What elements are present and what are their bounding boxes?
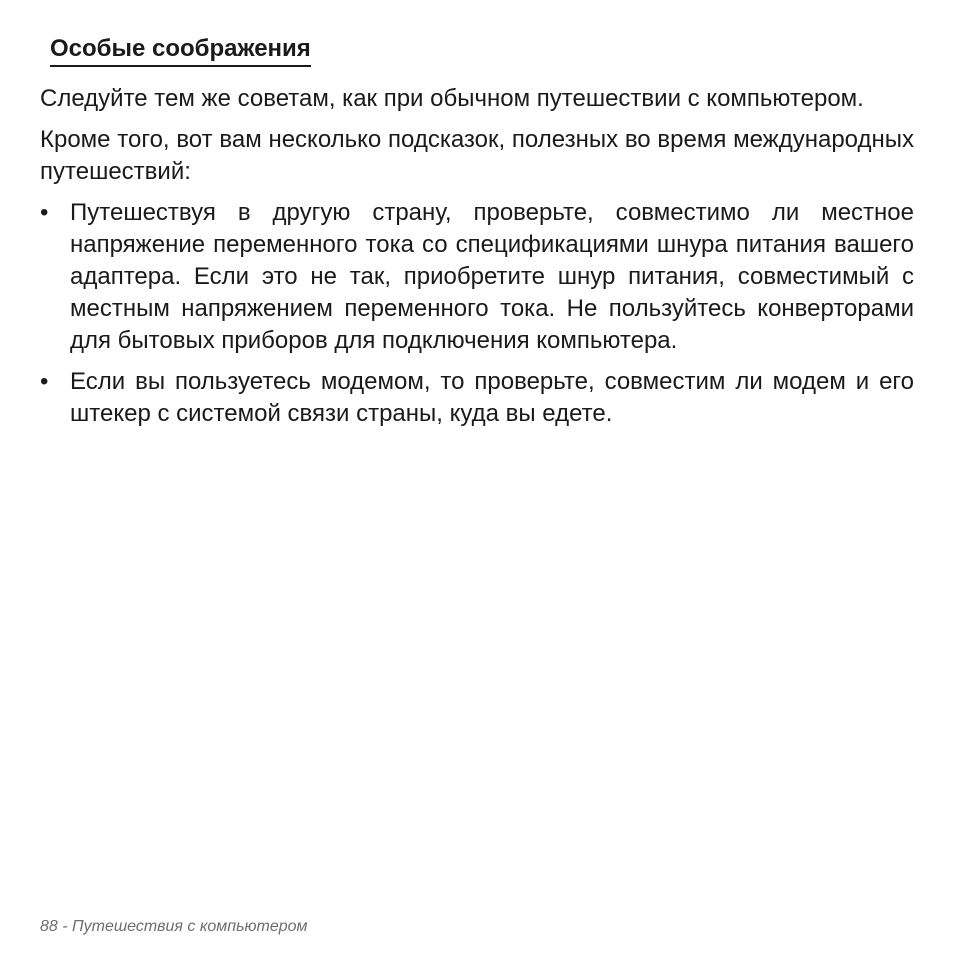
list-item	[40, 197, 914, 357]
tips-list	[40, 197, 914, 430]
bullet-icon: •	[40, 199, 49, 226]
list-item	[40, 366, 914, 430]
section-body	[40, 83, 914, 439]
bullet-icon: •	[40, 368, 49, 395]
page-footer: 88 - Путешествия с компьютером	[40, 918, 308, 935]
paragraph-tips-intro: Кроме того, вот вам несколько подсказок, полезных во время международных путешествий:	[40, 126, 914, 185]
section-heading: Особые соображения	[50, 33, 311, 67]
document-page	[40, 0, 914, 954]
paragraph-intro: Следуйте тем же советам, как при обычном путешествии с компьютером.	[40, 85, 864, 112]
list-item-text: Путешествуя в другую страну, проверьте, совместимо ли местное напряжение переменного тока со спецификациями шнура питания вашего адаптера. Если это не так, приобретите шнур питания, совместимый с местным напряжением переменного тока. Не пользуйтесь конверторами для бытовых приборов для подключения компьютера.	[70, 199, 914, 354]
list-item-text: Если вы пользуетесь модемом, то проверьте, совместим ли модем и его штекер с системой связи страны, куда вы едете.	[70, 368, 914, 427]
